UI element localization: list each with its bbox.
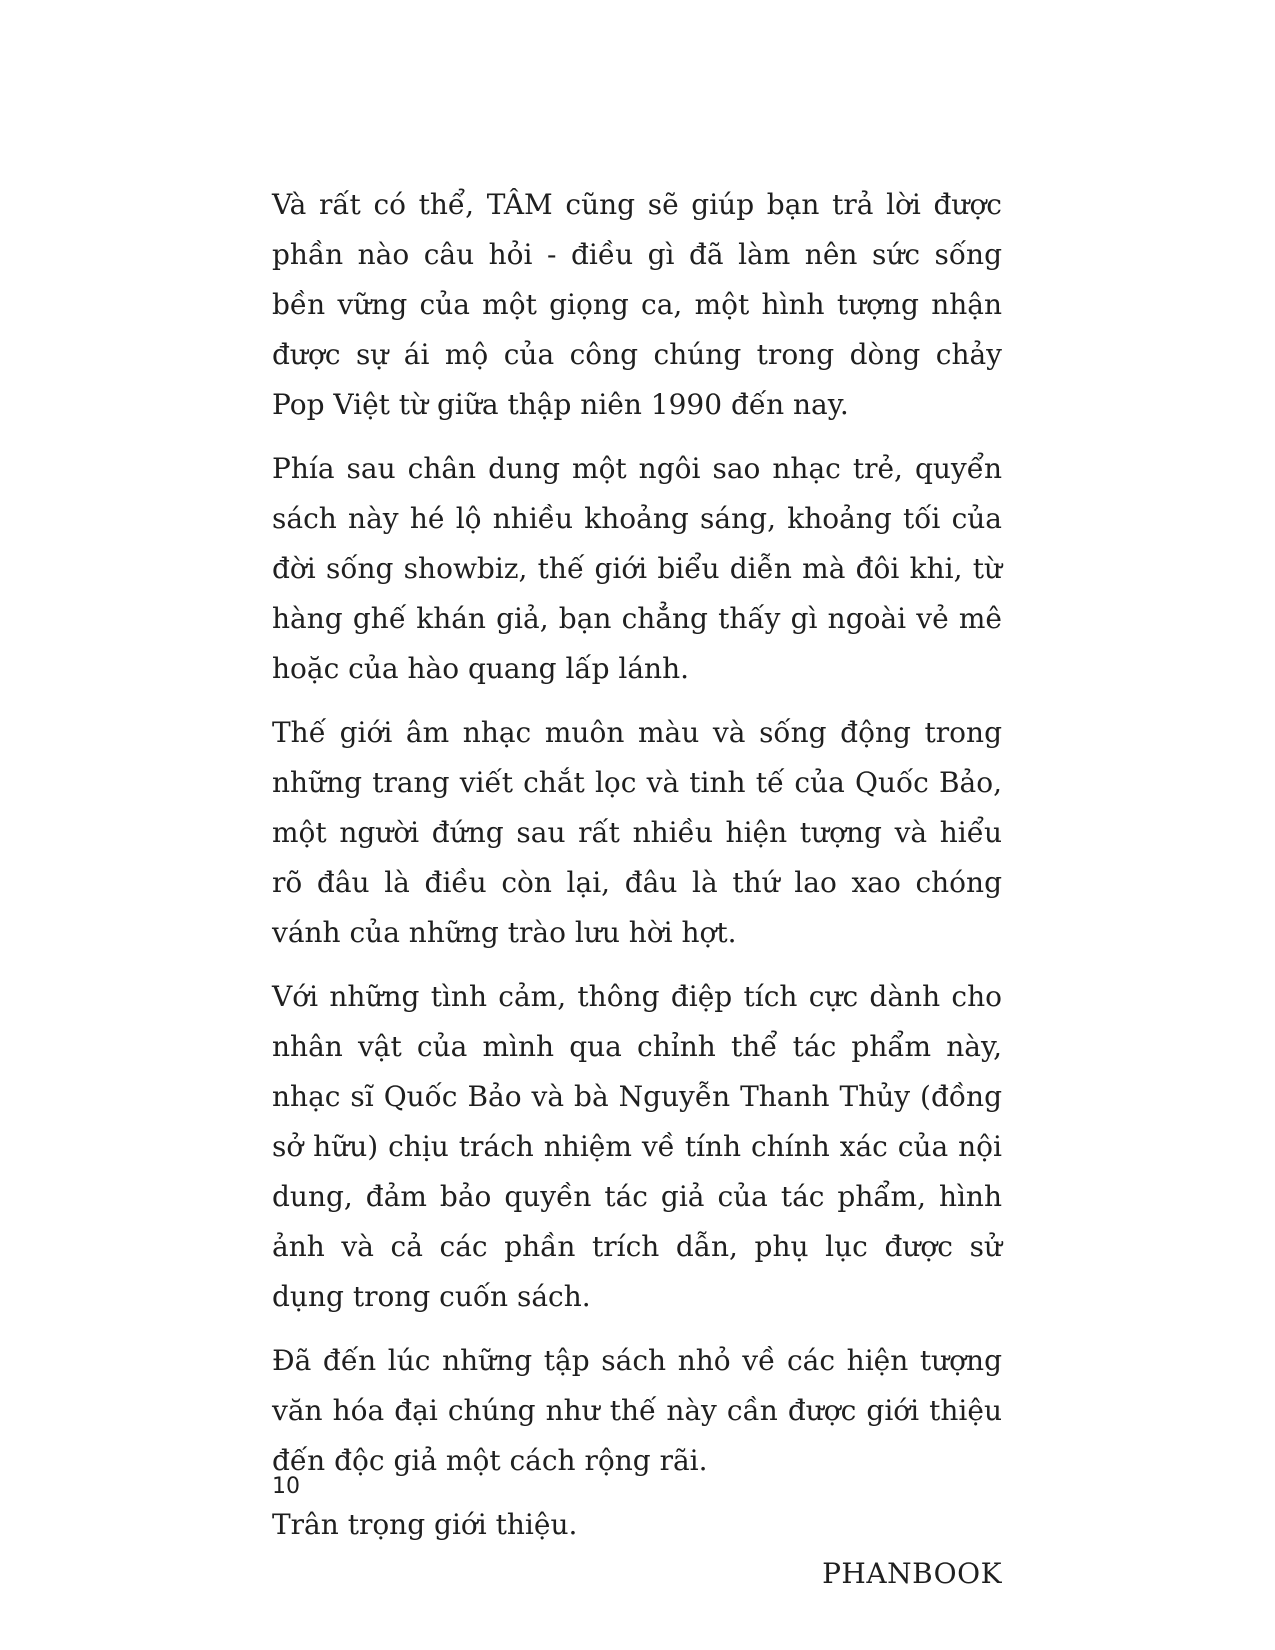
page-number: 10 (272, 1474, 300, 1499)
paragraph-3: Thế giới âm nhạc muôn màu và sống động trong những trang viết chắt lọc và tinh tế của Quốc Bảo, một người đứng sau rất nhiều hiện tượng và hiểu rõ đâu là điều còn lại, đâu là thứ lao xao chóng vánh của những trào lưu hời hợt. (272, 716, 1002, 949)
paragraph-5: Đã đến lúc những tập sách nhỏ về các hiện tượng văn hóa đại chúng như thế này cần được giới thiệu đến độc giả một cách rộng rãi. (272, 1344, 1002, 1477)
publisher-signature: PHANBOOK (822, 1557, 1002, 1590)
paragraph-2: Phía sau chân dung một ngôi sao nhạc trẻ, quyển sách này hé lộ nhiều khoảng sáng, khoảng tối của đời sống showbiz, thế giới biểu diễn mà đôi khi, từ hàng ghế khán giả, bạn chẳng thấy gì ngoài vẻ mê hoặc của hào quang lấp lánh. (272, 452, 1002, 685)
paragraph-4: Với những tình cảm, thông điệp tích cực dành cho nhân vật của mình qua chỉnh thể tác phẩm này, nhạc sĩ Quốc Bảo và bà Nguyễn Thanh Thủy (đồng sở hữu) chịu trách nhiệm về tính chính xác của nội dung, đảm bảo quyền tác giả của tác phẩm, hình ảnh và cả các phần trích dẫn, phụ lục được sử dụng trong cuốn sách. (272, 980, 1002, 1313)
closing-line: Trân trọng giới thiệu. (272, 1508, 578, 1541)
page-text (272, 180, 1002, 1598)
paragraph-1: Và rất có thể, TÂM cũng sẽ giúp bạn trả lời được phần nào câu hỏi - điều gì đã làm nên sức sống bền vững của một giọng ca, một hình tượng nhận được sự ái mộ của công chúng trong dòng chảy Pop Việt từ giữa thập niên 1990 đến nay. (272, 188, 1002, 421)
